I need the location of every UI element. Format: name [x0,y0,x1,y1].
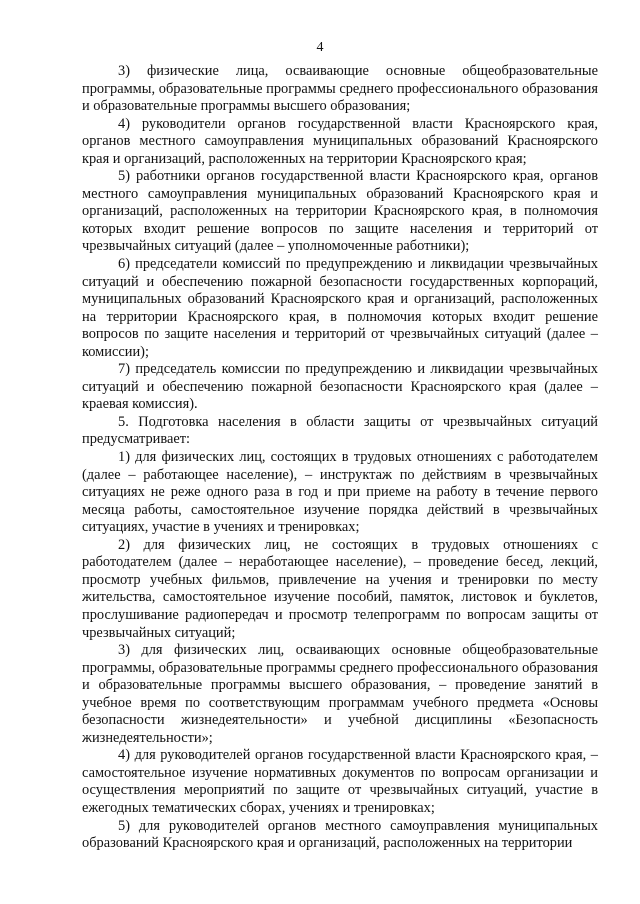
paragraph-section-5-intro: 5. Подготовка населения в области защиты от чрезвычайных ситуаций предусматривает: [82,413,598,448]
paragraph-training-students: 3) для физических лиц, осваивающих основные общеобразовательные программы, образовательные программы среднего профессионального образования и образовательные программы высшего образования, – проведение занятий в учебное время по соответствующим программам учебного предмета «Основы безопасности жизнедеятельности» и учебной дисциплины «Безопасность жизнедеятельности»; [82,642,598,746]
document-body [82,63,598,853]
paragraph-training-state-leaders: 4) для руководителей органов государственной власти Красноярского края, – самостоятельное изучение нормативных документов по вопросам организации и осуществления мероприятий по защите от чрезвычайных ситуаций, участие в ежегодных тематических сборах, учениях и тренировках; [82,747,598,816]
paragraph-item-5-authorized-workers: 5) работники органов государственной власти Красноярского края, органов местного самоуправления муниципальных образований Красноярского края и организаций, расположенных на территории Красноярского края, в полномочия которых входит решение вопросов по защите населения и территорий от чрезвычайных ситуаций (далее – уполномоченные работники); [82,168,598,255]
page-number: 4 [316,40,324,55]
paragraph-item-4-state-leaders: 4) руководители органов государственной власти Красноярского края, органов местного самоуправления муниципальных образований Красноярского края и организаций, расположенных на территории Красноярского края; [82,115,598,167]
paragraph-item-6-commission-chairs: 6) председатели комиссий по предупреждению и ликвидации чрезвычайных ситуаций и обеспечению пожарной безопасности государственных корпораций, муниципальных образований Красноярского края и организаций, расположенных на территории Красноярского края, в полномочия которых входит решение вопросов по защите населения и территорий от чрезвычайных ситуаций (далее – комиссии); [82,256,598,360]
paragraph-item-7-regional-commission: 7) председатель комиссии по предупреждению и ликвидации чрезвычайных ситуаций и обеспечению пожарной безопасности Красноярского края (далее – краевая комиссия). [82,361,598,413]
paragraph-training-local-leaders: 5) для руководителей органов местного самоуправления муниципальных образований Красноярского края и организаций, расположенных на территории [82,817,598,852]
paragraph-item-3-students: 3) физические лица, осваивающие основные общеобразовательные программы, образовательные программы среднего профессионального образования и образовательные программы высшего образования; [82,63,598,115]
paragraph-training-employed: 1) для физических лиц, состоящих в трудовых отношениях с работодателем (далее – работающее население), – инструктаж по действиям в чрезвычайных ситуациях не реже одного раза в год и при приеме на работу в течение первого месяца работы, самостоятельное изучение порядка действий в чрезвычайных ситуациях, участие в учениях и тренировках; [82,449,598,536]
paragraph-training-unemployed: 2) для физических лиц, не состоящих в трудовых отношениях с работодателем (далее – неработающее население), – проведение бесед, лекций, просмотр учебных фильмов, привлечение на учения и тренировки по месту жительства, самостоятельное изучение пособий, памяток, листовок и буклетов, прослушивание радиопередач и просмотр телепрограмм по вопросам защиты от чрезвычайных ситуаций; [82,536,598,641]
